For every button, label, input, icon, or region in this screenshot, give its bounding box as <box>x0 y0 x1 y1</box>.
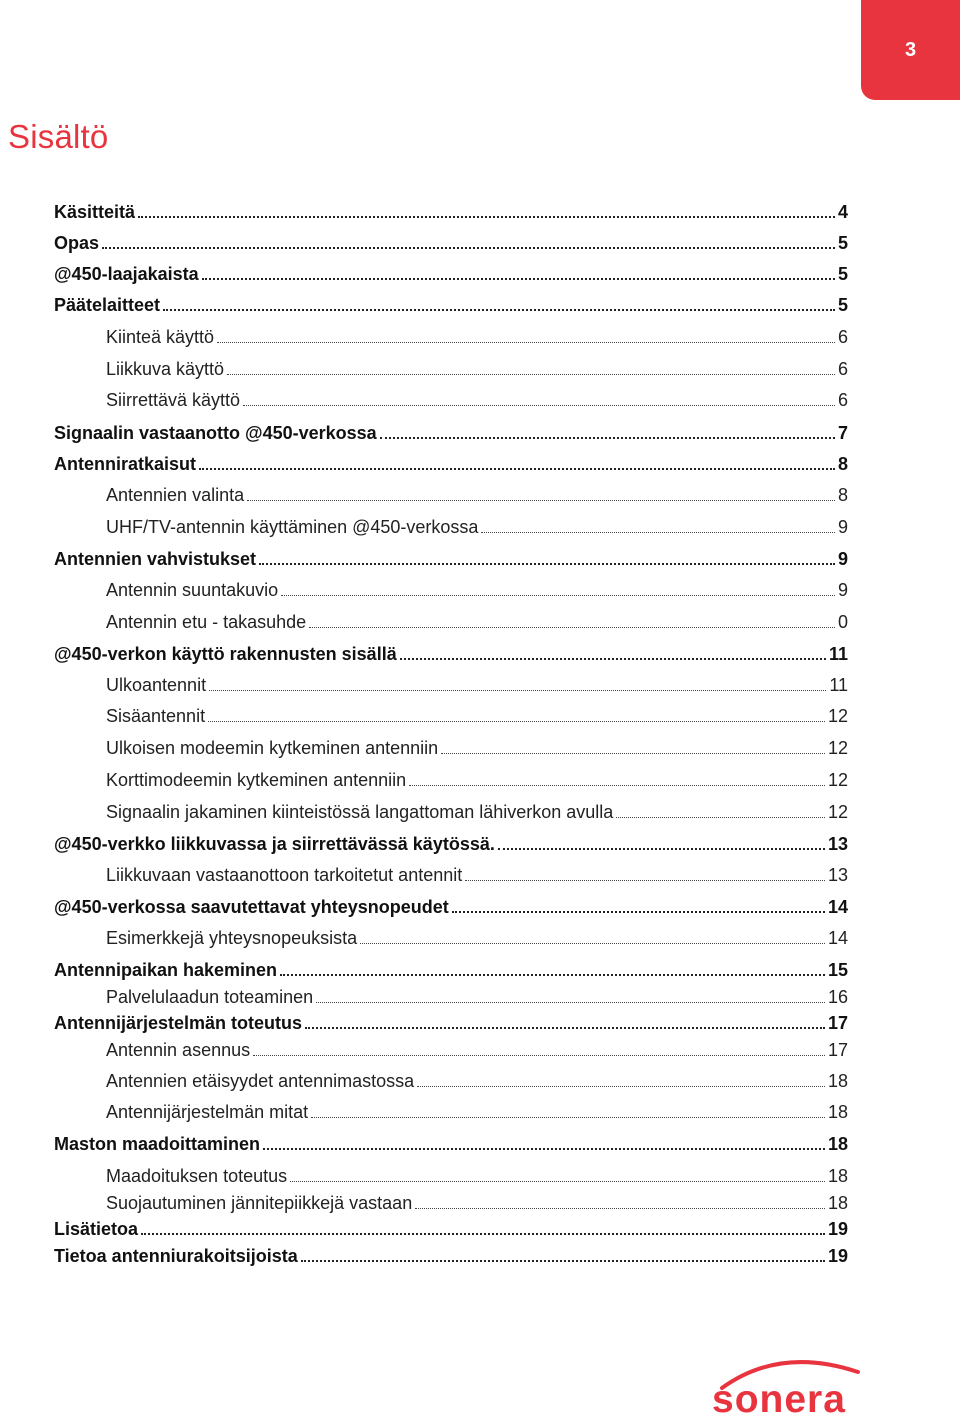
toc-dot-leader <box>616 817 825 818</box>
toc-dot-leader <box>217 342 835 343</box>
toc-entry-page: 12 <box>827 770 848 790</box>
toc-entry-label: Sisäantennit <box>106 706 206 726</box>
toc-entry[interactable] <box>54 1214 848 1240</box>
toc-entry-page: 14 <box>827 897 848 917</box>
toc-entry-page: 12 <box>827 738 848 758</box>
toc-subentry[interactable] <box>106 733 848 759</box>
toc-entry[interactable] <box>54 259 848 285</box>
toc-entry-page: 6 <box>837 390 848 410</box>
toc-dot-leader <box>360 943 825 944</box>
toc-entry-page: 17 <box>827 1013 848 1033</box>
toc-entry-label: Antennien etäisyydet antennimastossa <box>106 1071 415 1091</box>
toc-dot-leader <box>481 532 835 533</box>
toc-entry-label: Antennin etu - takasuhde <box>106 612 307 632</box>
toc-entry-label: Opas <box>54 233 100 253</box>
toc-entry-label: UHF/TV-antennin käyttäminen @450-verkossa <box>106 517 479 537</box>
toc-entry-page: 5 <box>837 295 848 315</box>
toc-entry-label: @450-laajakaista <box>54 264 199 284</box>
page-number: 3 <box>904 38 917 61</box>
toc-entry-label: Käsitteitä <box>54 202 136 222</box>
toc-entry-page: 8 <box>837 454 848 474</box>
toc-subentry[interactable] <box>106 607 848 633</box>
toc-entry-label: Korttimodeemin kytkeminen antenniin <box>106 770 407 790</box>
toc-dot-leader <box>452 911 825 913</box>
toc-subentry[interactable] <box>106 797 848 823</box>
toc-subentry[interactable] <box>106 670 848 696</box>
toc-subentry[interactable] <box>106 1066 848 1092</box>
toc-dot-leader <box>253 1055 825 1056</box>
toc-dot-leader <box>290 1181 825 1182</box>
toc-entry-page: 13 <box>827 834 848 854</box>
toc-entry[interactable] <box>54 829 848 855</box>
toc-entry-label: @450-verkon käyttö rakennusten sisällä <box>54 644 397 664</box>
toc-dot-leader <box>208 721 825 722</box>
toc-dot-leader <box>163 309 835 311</box>
toc-entry-page: 18 <box>827 1134 848 1154</box>
toc-dot-leader <box>281 595 835 596</box>
toc-dot-leader <box>138 216 835 218</box>
toc-subentry[interactable] <box>106 1188 848 1214</box>
toc-entry-label: Suojautuminen jännitepiikkejä vastaan <box>106 1193 413 1213</box>
toc-entry-label: Kiinteä käyttö <box>106 327 215 347</box>
toc-entry-page: 18 <box>827 1193 848 1213</box>
toc-entry[interactable] <box>54 1129 848 1155</box>
toc-entry[interactable] <box>54 449 848 475</box>
toc-dot-leader <box>102 247 835 249</box>
toc-entry-page: 6 <box>837 359 848 379</box>
toc-entry-label: Antennijärjestelmän mitat <box>106 1102 309 1122</box>
toc-entry-page: 17 <box>827 1040 848 1060</box>
toc-entry-page: 9 <box>837 517 848 537</box>
toc-subentry[interactable] <box>106 480 848 506</box>
toc-dot-leader <box>316 1002 825 1003</box>
toc-entry-label: Antennin asennus <box>106 1040 251 1060</box>
toc-entry-label: Maadoituksen toteutus <box>106 1166 288 1186</box>
toc-entry-label: Maston maadoittaminen <box>54 1134 261 1154</box>
toc-entry-label: Antennipaikan hakeminen <box>54 960 278 980</box>
toc-entry-label: @450-verkossa saavutettavat yhteysnopeudet <box>54 897 449 917</box>
toc-subentry[interactable] <box>106 1035 848 1061</box>
toc-subentry[interactable] <box>106 765 848 791</box>
toc-entry[interactable] <box>54 544 848 570</box>
toc-entry-page: 19 <box>827 1246 848 1266</box>
toc-subentry[interactable] <box>106 1097 848 1123</box>
toc-entry-label: Antennien vahvistukset <box>54 549 257 569</box>
toc-entry[interactable] <box>54 955 848 981</box>
toc-subentry[interactable] <box>106 701 848 727</box>
toc-entry-page: 13 <box>827 865 848 885</box>
toc-entry-label: Antennin suuntakuvio <box>106 580 279 600</box>
toc-entry-page: 5 <box>837 264 848 284</box>
toc-entry-label: Signaalin vastaanotto @450-verkossa <box>54 423 377 443</box>
toc-entry[interactable] <box>54 228 848 254</box>
toc-entry-page: 5 <box>837 233 848 253</box>
toc-dot-leader <box>141 1233 825 1235</box>
toc-dot-leader <box>409 785 825 786</box>
toc-subentry[interactable] <box>106 1161 848 1187</box>
toc-entry[interactable] <box>54 290 848 316</box>
toc-entry-label: Antennien valinta <box>106 485 245 505</box>
toc-subentry[interactable] <box>106 385 848 411</box>
toc-entry-page: 12 <box>827 706 848 726</box>
toc-entry-page: 6 <box>837 327 848 347</box>
toc-dot-leader <box>415 1208 825 1209</box>
toc-entry[interactable] <box>54 197 848 223</box>
toc-entry-label: @450-verkko liikkuvassa ja siirrettävässä käytössä. <box>54 834 495 854</box>
toc-dot-leader <box>247 500 835 501</box>
toc-entry-label: Liikkuva käyttö <box>106 359 225 379</box>
toc-entry-label: Antenniratkaisut <box>54 454 197 474</box>
toc-subentry[interactable] <box>106 322 848 348</box>
toc-dot-leader <box>305 1027 825 1029</box>
toc-dot-leader <box>400 658 826 660</box>
toc-entry-label: Signaalin jakaminen kiinteistössä langattoman lähiverkon avulla <box>106 802 614 822</box>
toc-entry-page: 0 <box>837 612 848 632</box>
toc-entry[interactable] <box>54 639 848 665</box>
toc-entry-page: 9 <box>837 580 848 600</box>
toc-dot-leader <box>259 563 835 565</box>
toc-entry[interactable] <box>54 418 848 444</box>
sonera-logo <box>700 1352 870 1422</box>
toc-entry-page: 18 <box>827 1166 848 1186</box>
toc-dot-leader <box>311 1117 825 1118</box>
toc-entry-label: Liikkuvaan vastaanottoon tarkoitetut antennit <box>106 865 463 885</box>
toc-dot-leader <box>263 1148 825 1150</box>
toc-entry-page: 15 <box>827 960 848 980</box>
logo-text: sonera <box>712 1378 846 1421</box>
toc-entry-page: 11 <box>828 644 848 664</box>
toc-dot-leader <box>280 974 825 976</box>
toc-subentry[interactable] <box>106 575 848 601</box>
toc-dot-leader <box>380 437 835 439</box>
toc-entry-label: Antennijärjestelmän toteutus <box>54 1013 303 1033</box>
toc-entry-label: Siirrettävä käyttö <box>106 390 241 410</box>
toc-dot-leader <box>227 374 835 375</box>
toc-subentry[interactable] <box>106 982 848 1008</box>
toc-dot-leader <box>243 405 835 406</box>
toc-entry-page: 18 <box>827 1102 848 1122</box>
toc-entry-page: 7 <box>837 423 848 443</box>
toc-entry-page: 8 <box>837 485 848 505</box>
toc-entry-label: Ulkoantennit <box>106 675 207 695</box>
toc-subentry[interactable] <box>106 923 848 949</box>
toc-entry-page: 4 <box>837 202 848 222</box>
toc-dot-leader <box>441 753 825 754</box>
toc-entry-page: 11 <box>829 675 848 695</box>
toc-entry-page: 16 <box>827 987 848 1007</box>
toc-subentry[interactable] <box>106 860 848 886</box>
toc-entry-label: Palvelulaadun toteaminen <box>106 987 314 1007</box>
toc-entry-page: 12 <box>827 802 848 822</box>
toc-entry-label: Esimerkkejä yhteysnopeuksista <box>106 928 358 948</box>
toc-entry-label: Tietoa antenniurakoitsijoista <box>54 1246 298 1266</box>
toc-entry-page: 9 <box>837 549 848 569</box>
toc-dot-leader <box>202 278 835 280</box>
page-title: Sisältö <box>8 118 109 155</box>
toc-dot-leader <box>465 880 825 881</box>
toc-dot-leader <box>199 468 835 470</box>
toc-dot-leader <box>301 1260 825 1262</box>
toc-entry-page: 19 <box>827 1219 848 1239</box>
toc-entry[interactable] <box>54 1008 848 1034</box>
toc-entry-label: Päätelaitteet <box>54 295 161 315</box>
toc-subentry[interactable] <box>106 512 848 538</box>
toc-entry-page: 18 <box>827 1071 848 1091</box>
toc-entry[interactable] <box>54 892 848 918</box>
toc-entry[interactable] <box>54 1241 848 1267</box>
toc-entry-label: Lisätietoa <box>54 1219 139 1239</box>
toc-entry-label: Ulkoisen modeemin kytkeminen antenniin <box>106 738 439 758</box>
toc-dot-leader <box>417 1086 825 1087</box>
toc-subentry[interactable] <box>106 354 848 380</box>
toc-dot-leader <box>498 848 825 850</box>
toc-dot-leader <box>309 627 835 628</box>
toc-dot-leader <box>209 690 826 691</box>
toc-entry-page: 14 <box>827 928 848 948</box>
